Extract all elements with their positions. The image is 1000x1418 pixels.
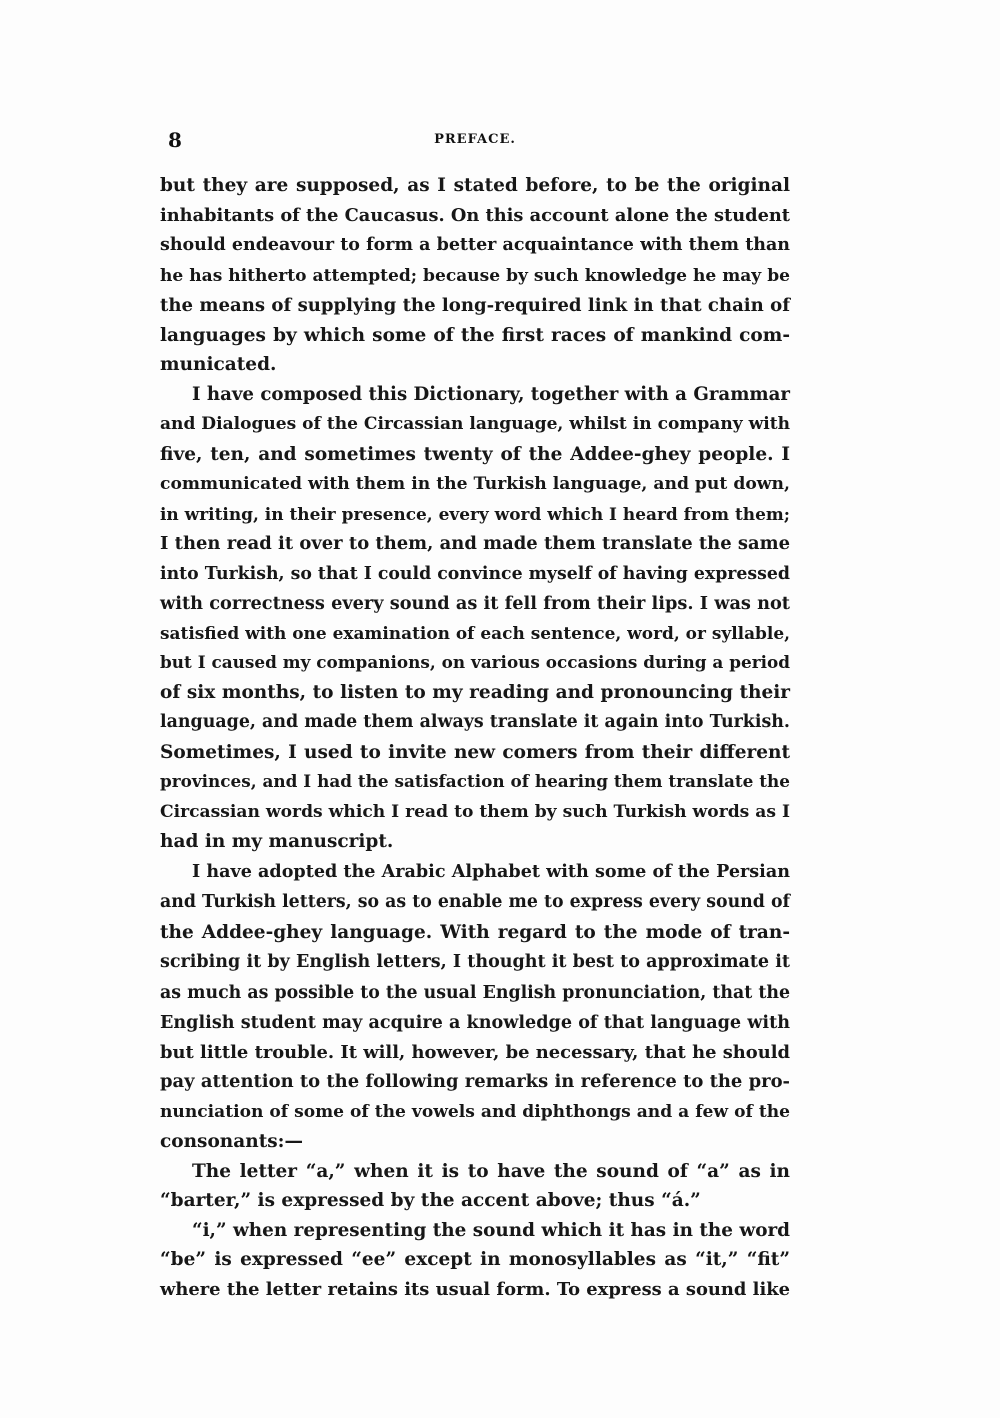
paragraph-2 <box>160 380 790 857</box>
paragraph-4 <box>160 1157 790 1216</box>
text-line: I have composed this Dictionary, together with a Grammar <box>192 383 790 405</box>
text-line: of six months, to listen to my reading and pronouncing their <box>160 681 790 703</box>
body-text <box>160 171 790 1304</box>
text-line: communicated with them in the Turkish language, and put down, <box>160 474 790 494</box>
text-line: but they are supposed, as I stated before, to be the original <box>160 175 790 196</box>
page-number: 8 <box>168 128 182 152</box>
text-line: languages by which some of the first races of mankind com- <box>160 324 790 346</box>
text-line: English student may acquire a knowledge of that language with <box>160 1012 790 1033</box>
text-line: nunciation of some of the vowels and diphthongs and a few of the <box>160 1101 790 1122</box>
text-line: should endeavour to form a better acquaintance with them than <box>160 235 790 255</box>
text-line: but I caused my companions, on various occasions during a period <box>160 652 790 672</box>
text-line: he has hitherto attempted; because by such knowledge he may be <box>160 265 790 286</box>
text-line: the means of supplying the long-required link in that chain of <box>160 295 790 316</box>
text-line: with correctness every sound as it fell from their lips. I was not <box>160 593 790 614</box>
text-line: Circassian words which I read to them by such Turkish words as I <box>160 801 790 822</box>
text-line: where the letter retains its usual form. To express a sound like <box>160 1278 790 1300</box>
text-line: the Addee-ghey language. With regard to the mode of tran- <box>160 921 790 943</box>
text-line: scribing it by English letters, I thought it best to approximate it <box>160 952 790 972</box>
text-line: satisfied with one examination of each sentence, word, or syllable, <box>160 622 790 643</box>
paragraph-3 <box>160 857 790 1157</box>
paragraph-5 <box>160 1216 790 1305</box>
text-line: into Turkish, so that I could convince myself of having expressed <box>160 563 790 584</box>
running-head <box>160 126 790 158</box>
text-line: Sometimes, I used to invite new comers from their different <box>160 741 790 763</box>
text-line: pay attention to the following remarks in reference to the pro- <box>160 1071 790 1092</box>
text-line: provinces, and I had the satisfaction of hearing them translate the <box>160 771 790 791</box>
text-line: and Turkish letters, so as to enable me to express every sound of <box>160 892 790 912</box>
text-line: language, and made them always translate it again into Turkish. <box>160 712 790 732</box>
text-line: in writing, in their presence, every word which I heard from them; <box>160 503 790 524</box>
text-line: as much as possible to the usual English pronunciation, that the <box>160 982 790 1003</box>
text-line: municated. <box>160 354 277 375</box>
text-line: consonants:— <box>160 1131 303 1152</box>
text-line: “barter,” is expressed by the accent above; thus “á.” <box>160 1190 701 1211</box>
text-line: five, ten, and sometimes twenty of the Addee-ghey people. I <box>160 443 790 465</box>
text-line: I have adopted the Arabic Alphabet with some of the Persian <box>192 861 790 882</box>
running-title: PREFACE. <box>434 132 516 147</box>
text-line: “i,” when representing the sound which it has in the word <box>192 1219 790 1241</box>
text-line: “be” is expressed “ee” except in monosyllables as “it,” “fit” <box>160 1249 790 1270</box>
text-line: and Dialogues of the Circassian language, whilst in company with <box>160 414 790 434</box>
paragraph-1 <box>160 171 790 380</box>
text-line: inhabitants of the Caucasus. On this account alone the student <box>160 204 790 226</box>
text-line: had in my manuscript. <box>160 831 394 852</box>
text-line: but little trouble. It will, however, be necessary, that he should <box>160 1041 790 1063</box>
text-line: I then read it over to them, and made them translate the same <box>160 533 790 554</box>
text-line: The letter “a,” when it is to have the sound of “a” as in <box>192 1160 790 1182</box>
